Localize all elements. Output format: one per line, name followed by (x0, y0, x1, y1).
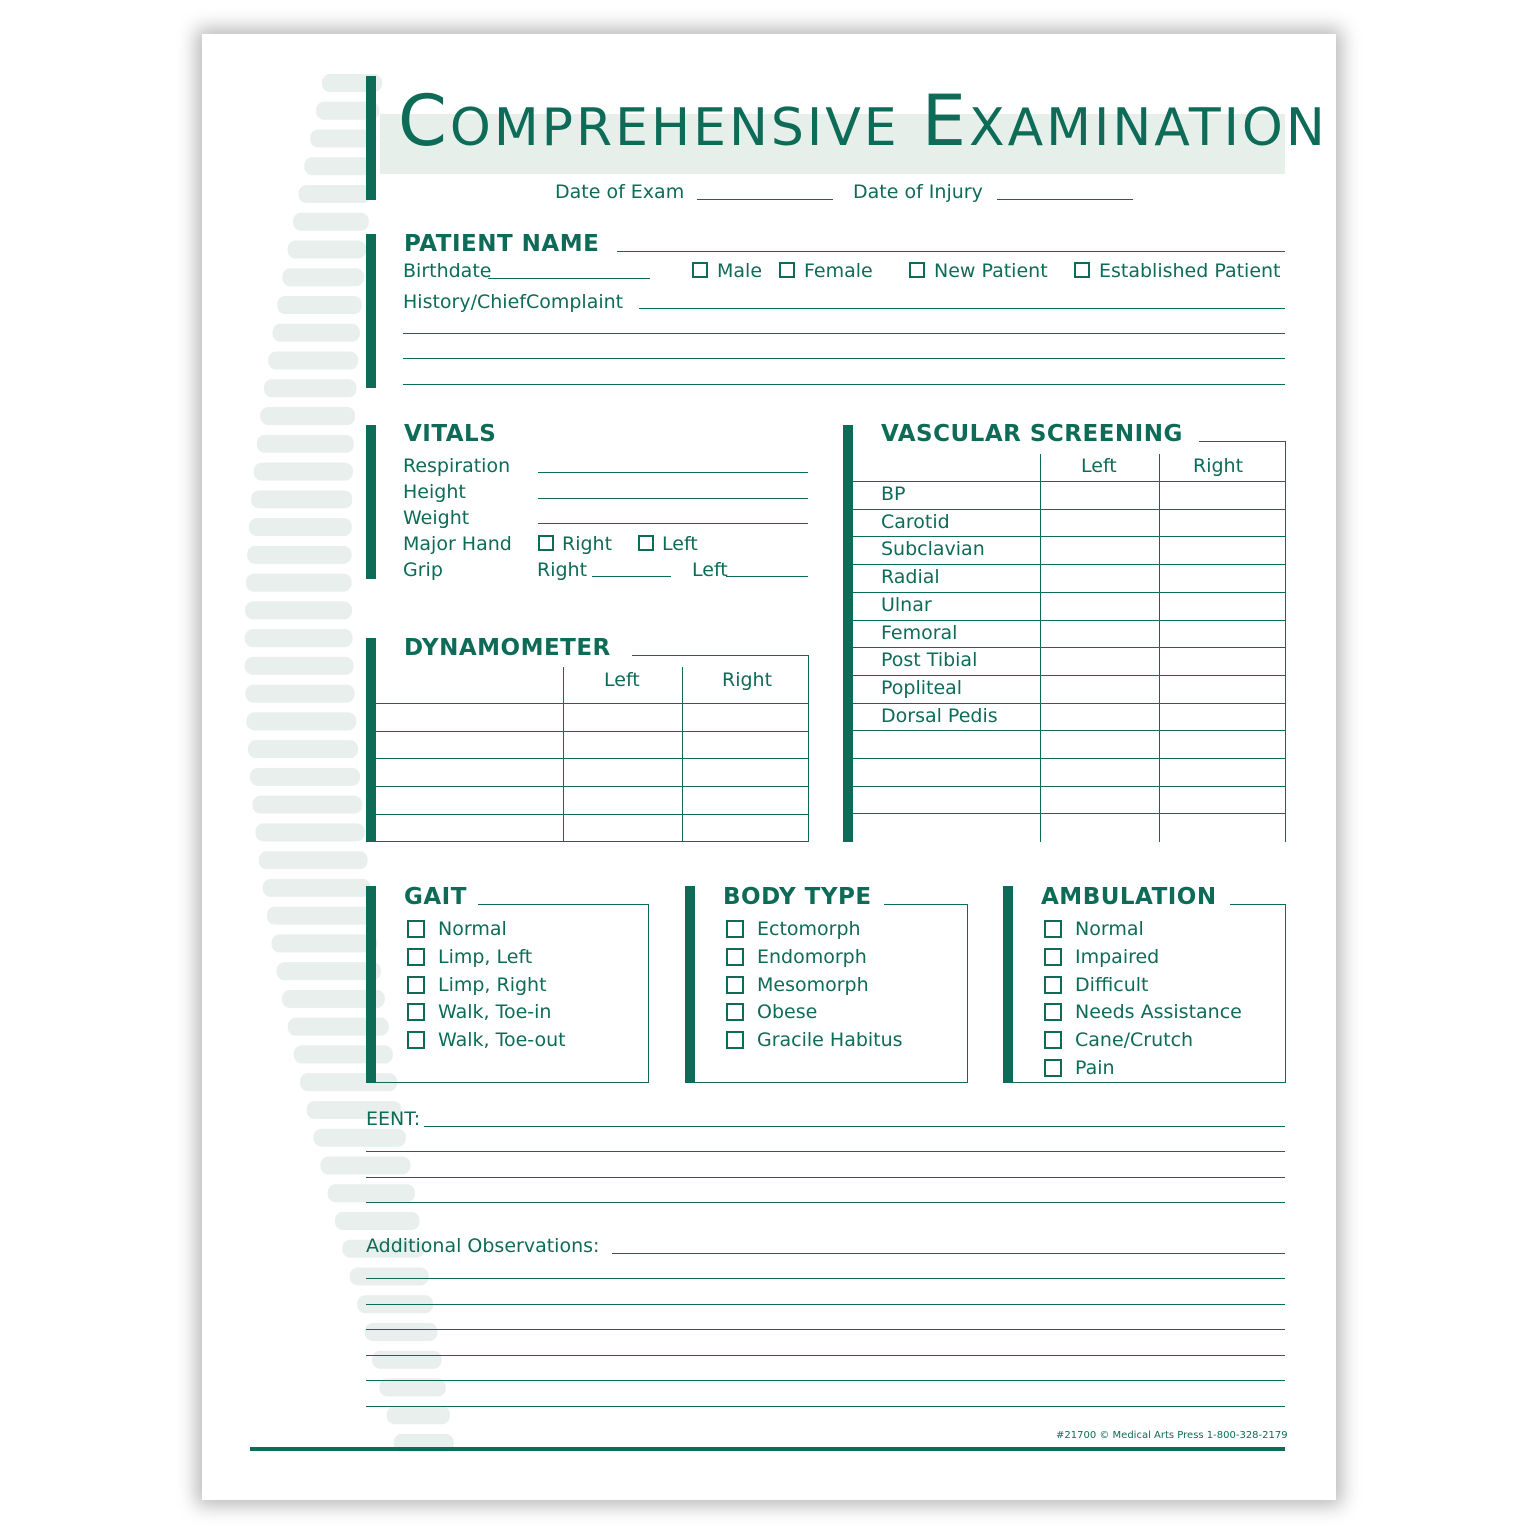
birthdate-label: Birthdate (403, 260, 492, 282)
date-of-injury-field[interactable] (997, 199, 1133, 200)
male-checkbox[interactable] (692, 262, 708, 278)
vascular-row-label: BP (881, 483, 906, 505)
body-type-item-label: Gracile Habitus (757, 1029, 903, 1051)
date-of-injury-label: Date of Injury (853, 181, 983, 203)
gait-heading: GAIT (404, 884, 467, 910)
observations-line[interactable] (366, 1406, 1285, 1407)
vascular-row-line (853, 509, 1285, 510)
vascular-row-line (853, 730, 1285, 731)
title-bar (366, 76, 376, 200)
dynamometer-heading: DYNAMOMETER (404, 635, 611, 661)
vascular-row-label: Post Tibial (881, 649, 978, 671)
gait-checkbox[interactable] (407, 920, 425, 938)
footer-rule (250, 1447, 1285, 1451)
dynamometer-row-line (376, 703, 808, 704)
gait-item-label: Walk, Toe-in (438, 1001, 552, 1023)
date-of-exam-label: Date of Exam (555, 181, 685, 203)
vascular-row-label: Popliteal (881, 677, 963, 699)
observations-line[interactable] (366, 1380, 1285, 1381)
observations-line[interactable] (366, 1329, 1285, 1330)
vascular-section-bar (843, 425, 853, 842)
vascular-heading-rule (1199, 441, 1285, 442)
vitals-heading: VITALS (404, 421, 497, 447)
ambulation-section-bar (1003, 886, 1013, 1083)
vascular-row-line (853, 703, 1285, 704)
vascular-row-line (853, 758, 1285, 759)
vascular-col-divider (1040, 454, 1041, 842)
ambulation-item-label: Cane/Crutch (1075, 1029, 1194, 1051)
major-hand-left-checkbox[interactable] (638, 535, 654, 551)
weight-field[interactable] (538, 523, 808, 524)
gait-checkbox[interactable] (407, 1031, 425, 1049)
body-type-item-label: Obese (757, 1001, 818, 1023)
weight-label: Weight (403, 507, 470, 529)
history-line[interactable] (403, 358, 1285, 359)
page-title: COMPREHENSIVE EXAMINATION (398, 80, 1328, 162)
gait-box-bottom (376, 1082, 648, 1083)
vascular-left-header: Left (1081, 455, 1117, 477)
dynamometer-col-divider (682, 667, 683, 842)
vascular-row-line (853, 564, 1285, 565)
gait-box-right (648, 904, 649, 1083)
gait-item-label: Walk, Toe-out (438, 1029, 566, 1051)
vascular-screening-heading: VASCULAR SCREENING (881, 421, 1183, 447)
ambulation-checkbox[interactable] (1044, 948, 1062, 966)
major-hand-left-label: Left (662, 533, 698, 555)
patient-name-field[interactable] (617, 251, 1285, 252)
gait-item-label: Limp, Right (438, 974, 547, 996)
patient-name-heading: PATIENT NAME (404, 231, 600, 257)
ambulation-item-label: Difficult (1075, 974, 1149, 996)
birthdate-field[interactable] (488, 278, 650, 279)
body-type-checkbox[interactable] (726, 1031, 744, 1049)
eent-line[interactable] (366, 1151, 1285, 1152)
body-type-checkbox[interactable] (726, 920, 744, 938)
dynamometer-row-line (376, 731, 808, 732)
height-label: Height (403, 481, 466, 503)
vascular-row-line (853, 620, 1285, 621)
ambulation-box-top (1230, 904, 1285, 905)
body-type-item-label: Mesomorph (757, 974, 869, 996)
ambulation-item-label: Normal (1075, 918, 1144, 940)
vascular-row-label: Ulnar (881, 594, 932, 616)
dynamometer-right-border (808, 655, 809, 842)
eent-label: EENT: (366, 1108, 421, 1130)
ambulation-box-right (1285, 904, 1286, 1083)
body-type-box-bottom (695, 1082, 967, 1083)
vascular-row-label: Femoral (881, 622, 958, 644)
vascular-right-border (1285, 441, 1286, 842)
respiration-label: Respiration (403, 455, 511, 477)
established-patient-label: Established Patient (1099, 260, 1281, 282)
grip-right-field[interactable] (592, 576, 671, 577)
vascular-row-line (853, 813, 1285, 814)
male-label: Male (717, 260, 763, 282)
ambulation-checkbox[interactable] (1044, 1003, 1062, 1021)
ambulation-checkbox[interactable] (1044, 1059, 1062, 1077)
vascular-row-line (853, 481, 1285, 482)
vascular-row-line (853, 786, 1285, 787)
exam-form-page (202, 34, 1336, 1500)
vascular-row-label: Carotid (881, 511, 950, 533)
observations-line[interactable] (366, 1355, 1285, 1356)
gait-checkbox[interactable] (407, 948, 425, 966)
ambulation-item-label: Impaired (1075, 946, 1160, 968)
dynamometer-row-line (376, 758, 808, 759)
dynamometer-row-line (376, 841, 808, 842)
grip-left-field[interactable] (726, 576, 808, 577)
vascular-row-line (853, 592, 1285, 593)
body-type-item-label: Endomorph (757, 946, 867, 968)
vascular-row-line (853, 536, 1285, 537)
major-hand-right-label: Right (562, 533, 613, 555)
grip-right-label: Right (537, 559, 588, 581)
dynamometer-left-header: Left (604, 669, 640, 691)
observations-line[interactable] (366, 1278, 1285, 1279)
ambulation-heading: AMBULATION (1041, 884, 1217, 910)
vascular-col-divider (1159, 454, 1160, 842)
ambulation-box-bottom (1013, 1082, 1285, 1083)
grip-label: Grip (403, 559, 443, 581)
eent-field[interactable] (424, 1126, 1285, 1127)
date-of-exam-field[interactable] (697, 199, 833, 200)
body-type-checkbox[interactable] (726, 1003, 744, 1021)
established-patient-checkbox[interactable] (1074, 262, 1090, 278)
body-type-checkbox[interactable] (726, 948, 744, 966)
female-checkbox[interactable] (779, 262, 795, 278)
dynamometer-section-bar (366, 638, 376, 842)
body-type-box-top (884, 904, 967, 905)
body-type-checkbox[interactable] (726, 976, 744, 994)
ambulation-checkbox[interactable] (1044, 1031, 1062, 1049)
ambulation-item-label: Needs Assistance (1075, 1001, 1242, 1023)
vascular-row-label: Subclavian (881, 538, 985, 560)
gait-item-label: Limp, Left (438, 946, 533, 968)
body-type-item-label: Ectomorph (757, 918, 861, 940)
dynamometer-row-line (376, 814, 808, 815)
additional-observations-label: Additional Observations: (366, 1235, 600, 1257)
history-line[interactable] (403, 333, 1285, 334)
vascular-row-label: Radial (881, 566, 940, 588)
history-label: History/ChiefComplaint (403, 291, 624, 313)
gait-checkbox[interactable] (407, 1003, 425, 1021)
footer-text: #21700 © Medical Arts Press 1-800-328-2179 (1056, 1430, 1288, 1441)
history-line[interactable] (403, 384, 1285, 385)
major-hand-right-checkbox[interactable] (538, 535, 554, 551)
gait-item-label: Normal (438, 918, 507, 940)
female-label: Female (804, 260, 873, 282)
vascular-row-label: Dorsal Pedis (881, 705, 998, 727)
dynamometer-right-header: Right (722, 669, 773, 691)
body-type-heading: BODY TYPE (723, 884, 872, 910)
dynamometer-heading-rule (632, 655, 808, 656)
gait-section-bar (366, 886, 376, 1083)
major-hand-label: Major Hand (403, 533, 512, 555)
eent-line[interactable] (366, 1202, 1285, 1203)
vitals-section-bar (366, 425, 376, 579)
vascular-row-line (853, 647, 1285, 648)
vascular-row-line (853, 675, 1285, 676)
observations-line[interactable] (366, 1304, 1285, 1305)
new-patient-label: New Patient (934, 260, 1048, 282)
body-type-box-right (967, 904, 968, 1083)
dynamometer-col-divider (563, 667, 564, 842)
eent-line[interactable] (366, 1177, 1285, 1178)
ambulation-item-label: Pain (1075, 1057, 1115, 1079)
body-type-section-bar (685, 886, 695, 1083)
respiration-field[interactable] (538, 472, 808, 473)
height-field[interactable] (538, 498, 808, 499)
gait-checkbox[interactable] (407, 976, 425, 994)
new-patient-checkbox[interactable] (909, 262, 925, 278)
patient-section-bar (366, 234, 376, 388)
ambulation-checkbox[interactable] (1044, 920, 1062, 938)
grip-left-label: Left (692, 559, 728, 581)
observations-field[interactable] (612, 1253, 1285, 1254)
ambulation-checkbox[interactable] (1044, 976, 1062, 994)
gait-box-top (478, 904, 648, 905)
history-field[interactable] (639, 308, 1285, 309)
vascular-right-header: Right (1193, 455, 1244, 477)
dynamometer-row-line (376, 786, 808, 787)
